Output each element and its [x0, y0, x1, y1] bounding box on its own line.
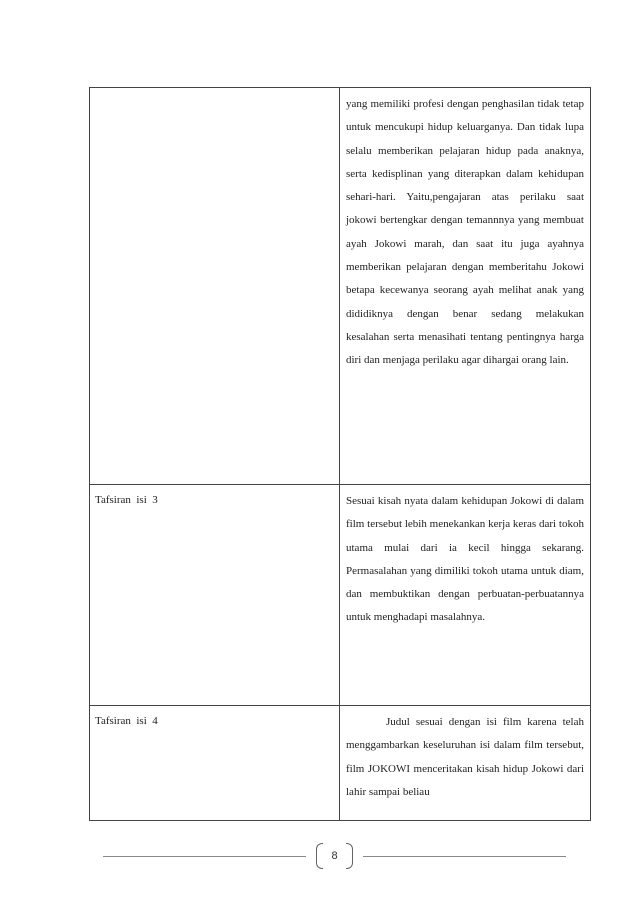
- page-number-box: [316, 843, 353, 869]
- text-cell: [340, 485, 591, 706]
- table-row: [90, 706, 591, 821]
- row-label: Tafsiran isi 3: [95, 494, 158, 506]
- label-cell: [90, 706, 340, 821]
- footer-rule-left: [103, 856, 306, 857]
- footer-rule-right: [363, 856, 566, 857]
- row-text: yang memiliki profesi dengan penghasilan tidak tetap untuk mencukupi hidup keluarganya. Dan tidak lupa selalu memberikan pelajaran hidup pada anaknya, serta kedisplinan yang diterapkan dalam kehidupan sehari-hari. Yaitu,pengajaran atas perilaku saat jokowi bertengkar dengan temannnya yang membuat ayah Jokowi marah, dan saat itu juga ayahnya memberikan pelajaran dengan memberitahu Jokowi betapa kecewanya seorang ayah melihat anak yang dididiknya dengan benar sedang melakukan kesalahan serta menasihati tentang pentingnya harga diri dan menjaga perilaku agar dihargai orang lain.: [346, 98, 584, 367]
- table-row: [90, 88, 591, 485]
- text-cell: [340, 88, 591, 485]
- row-text: Sesuai kisah nyata dalam kehidupan Jokowi di dalam film tersebut lebih menekankan kerja keras dari tokoh utama mulai dari ia kecil hingga sekarang. Permasalahan yang dimiliki tokoh utama untuk diam, dan membuktikan dengan perbuatan-perbuatannya untuk menghadapi masalahnya.: [346, 495, 584, 624]
- page-number: 8: [331, 850, 338, 862]
- row-label: Tafsiran isi 4: [95, 715, 158, 727]
- content-table: [89, 87, 591, 821]
- text-cell: [340, 706, 591, 821]
- label-cell: [90, 485, 340, 706]
- bracket-left-icon: [316, 843, 323, 869]
- label-cell: [90, 88, 340, 485]
- page-footer: [103, 843, 566, 869]
- table-row: [90, 485, 591, 706]
- row-label: [90, 88, 339, 93]
- bracket-right-icon: [346, 843, 353, 869]
- row-text: Judul sesuai dengan isi film karena telah menggambarkan keseluruhan isi dalam film tersebut, film JOKOWI menceritakan kisah hidup Jokowi dari lahir sampai beliau: [346, 716, 584, 798]
